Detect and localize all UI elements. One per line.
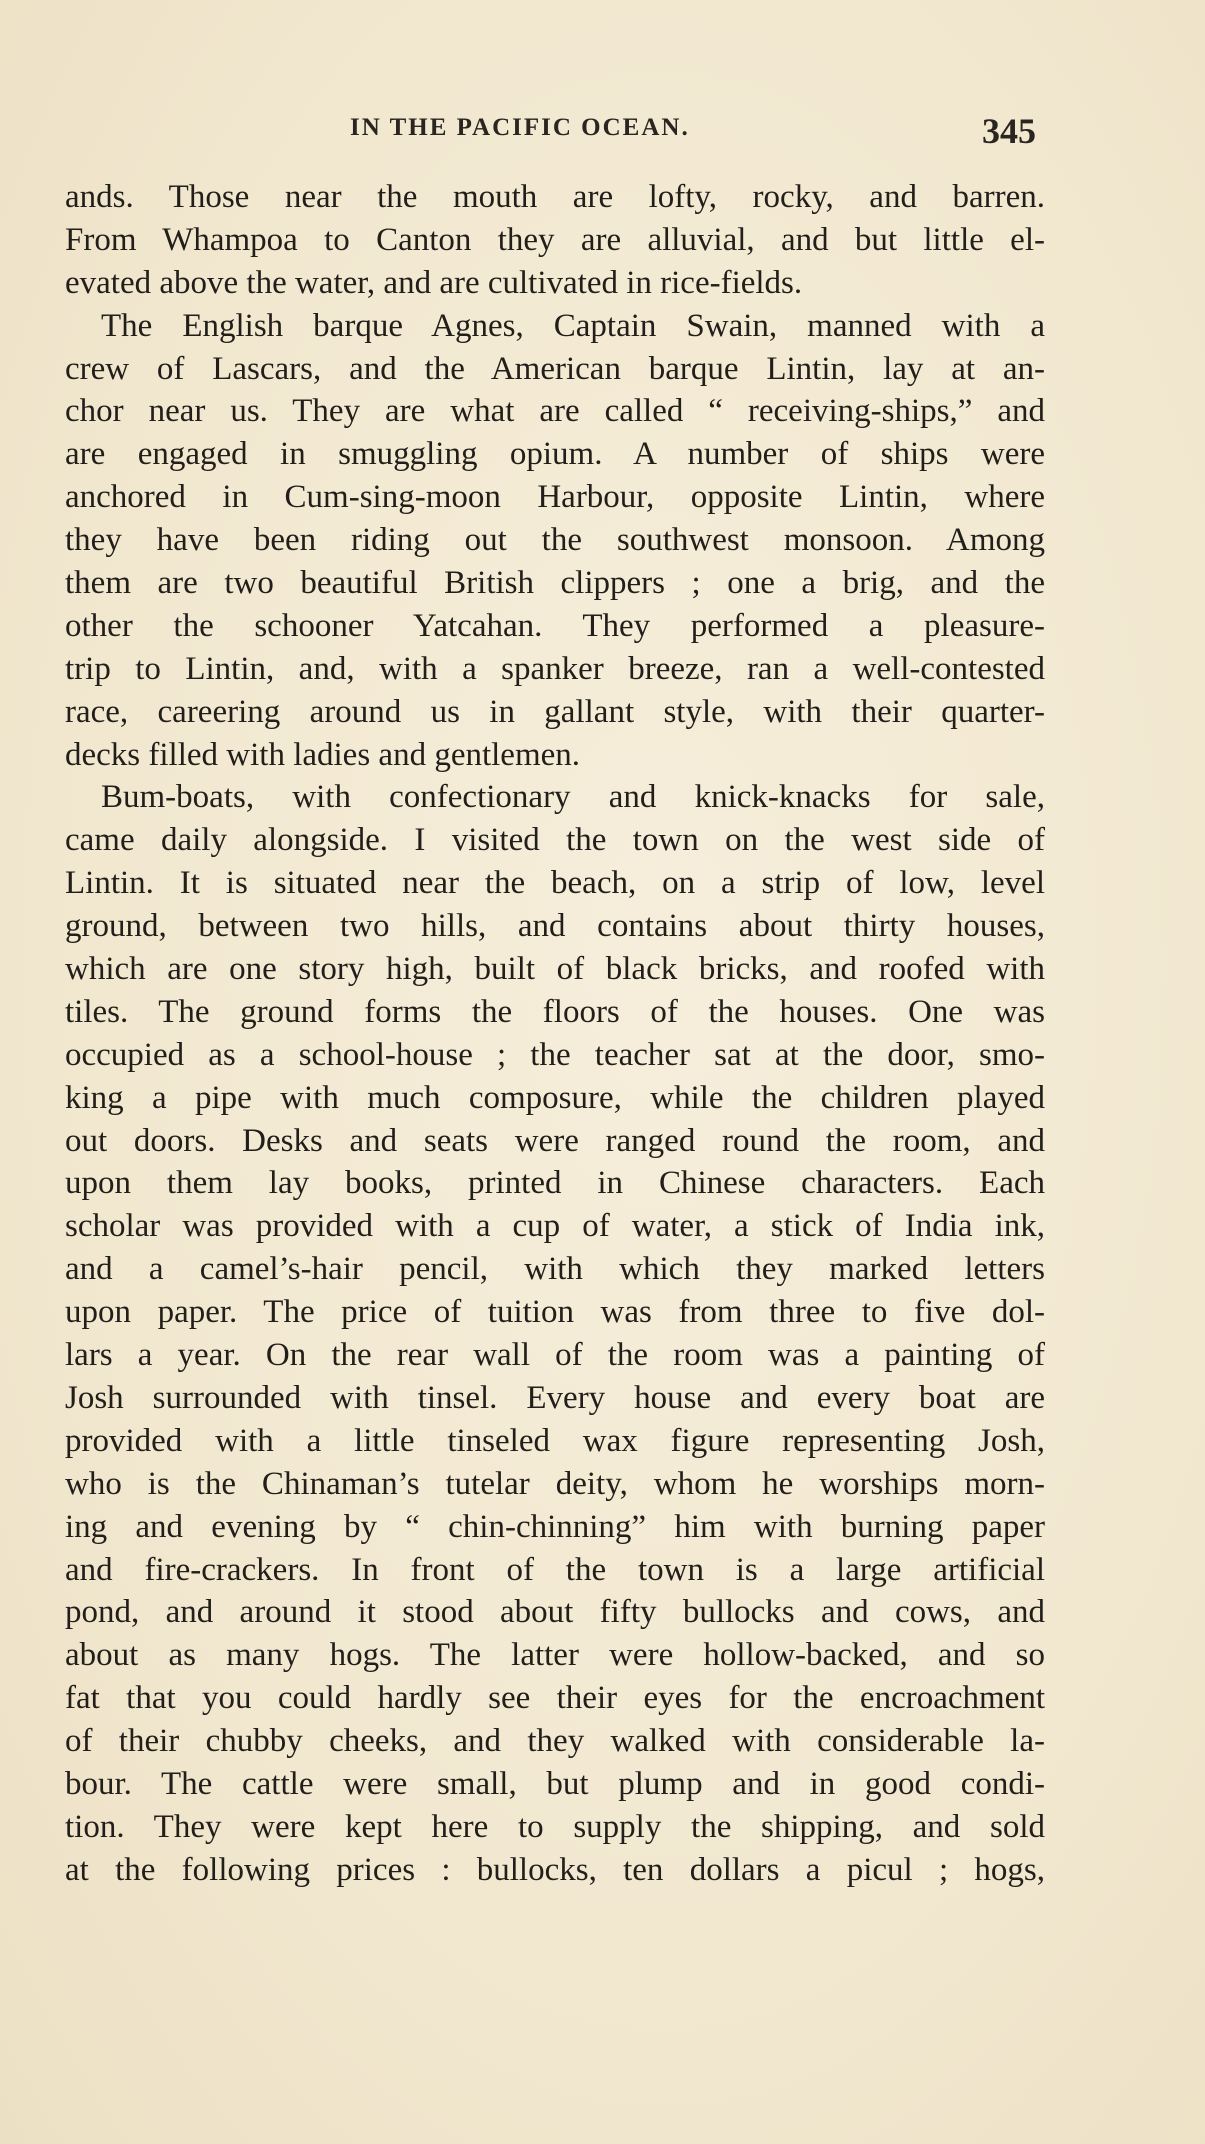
text-line: Josh surrounded with tinsel. Every house and every boat are bbox=[65, 1379, 1045, 1416]
text-line: out doors. Desks and seats were ranged round the room, and bbox=[65, 1122, 1045, 1159]
text-line: at the following prices : bullocks, ten dollars a picul ; hogs, bbox=[65, 1851, 1045, 1888]
text-line: tiles. The ground forms the floors of the houses. One was bbox=[65, 993, 1045, 1030]
text-line: upon them lay books, printed in Chinese characters. Each bbox=[65, 1165, 1045, 1202]
text-line: decks filled with ladies and gentlemen. bbox=[65, 736, 581, 773]
text-line: which are one story high, built of black bricks, and roofed with bbox=[65, 951, 1045, 988]
text-line: race, careering around us in gallant style, with their quarter- bbox=[65, 693, 1045, 730]
text-line: are engaged in smuggling opium. A number of ships were bbox=[65, 436, 1045, 473]
text-line: anchored in Cum-sing-moon Harbour, opposite Lintin, where bbox=[65, 479, 1045, 516]
text-line: other the schooner Yatcahan. They performed a pleasure- bbox=[65, 607, 1045, 644]
text-line: evated above the water, and are cultivated in rice-fields. bbox=[65, 264, 803, 301]
text-line: fat that you could hardly see their eyes for the encroachment bbox=[65, 1680, 1045, 1717]
text-line: trip to Lintin, and, with a spanker breeze, ran a well-contested bbox=[65, 650, 1045, 687]
text-line: about as many hogs. The latter were hollow-backed, and so bbox=[65, 1637, 1045, 1674]
text-line: and fire-crackers. In front of the town is a large artificial bbox=[65, 1551, 1045, 1588]
text-line: From Whampoa to Canton they are alluvial, and but little el- bbox=[65, 221, 1045, 258]
text-line: provided with a little tinseled wax figure representing Josh, bbox=[65, 1422, 1045, 1459]
text-line: and a camel’s-hair pencil, with which they marked letters bbox=[65, 1251, 1045, 1288]
text-line: ground, between two hills, and contains about thirty houses, bbox=[65, 908, 1045, 945]
paragraph-start-line: Bum-boats, with confectionary and knick-knacks for sale, bbox=[101, 779, 1045, 816]
text-line: ands. Those near the mouth are lofty, rocky, and barren. bbox=[65, 179, 1045, 215]
text-line: ing and evening by “ chin-chinning” him with burning paper bbox=[65, 1508, 1045, 1545]
text-line: came daily alongside. I visited the town on the west side of bbox=[65, 822, 1045, 859]
text-line: who is the Chinaman’s tutelar deity, whom he worships morn- bbox=[65, 1465, 1045, 1502]
text-line: bour. The cattle were small, but plump and in good condi- bbox=[65, 1765, 1045, 1802]
text-line: tion. They were kept here to supply the shipping, and sold bbox=[65, 1808, 1045, 1845]
page-number: 345 bbox=[982, 111, 1036, 151]
text-line: king a pipe with much composure, while the children played bbox=[65, 1079, 1045, 1116]
text-line: occupied as a school-house ; the teacher sat at the door, smo- bbox=[65, 1036, 1045, 1073]
text-line: chor near us. They are what are called “ receiving-ships,” and bbox=[65, 393, 1045, 430]
text-line: scholar was provided with a cup of water, a stick of India ink, bbox=[65, 1208, 1045, 1245]
running-title: IN THE PACIFIC OCEAN. bbox=[350, 114, 690, 141]
paragraph-start-line: The English barque Agnes, Captain Swain, manned with a bbox=[101, 307, 1045, 344]
text-line: upon paper. The price of tuition was from three to five dol- bbox=[65, 1294, 1045, 1331]
text-line: they have been riding out the southwest monsoon. Among bbox=[65, 522, 1045, 559]
text-line: pond, and around it stood about fifty bullocks and cows, and bbox=[65, 1594, 1045, 1631]
text-line: lars a year. On the rear wall of the room was a painting of bbox=[65, 1337, 1045, 1374]
body-text bbox=[65, 176, 1045, 1892]
text-line: crew of Lascars, and the American barque Lintin, lay at an- bbox=[65, 350, 1045, 387]
text-line: of their chubby cheeks, and they walked with considerable la- bbox=[65, 1723, 1045, 1760]
text-line: Lintin. It is situated near the beach, on a strip of low, level bbox=[65, 865, 1045, 902]
text-line: them are two beautiful British clippers ; one a brig, and the bbox=[65, 565, 1045, 602]
